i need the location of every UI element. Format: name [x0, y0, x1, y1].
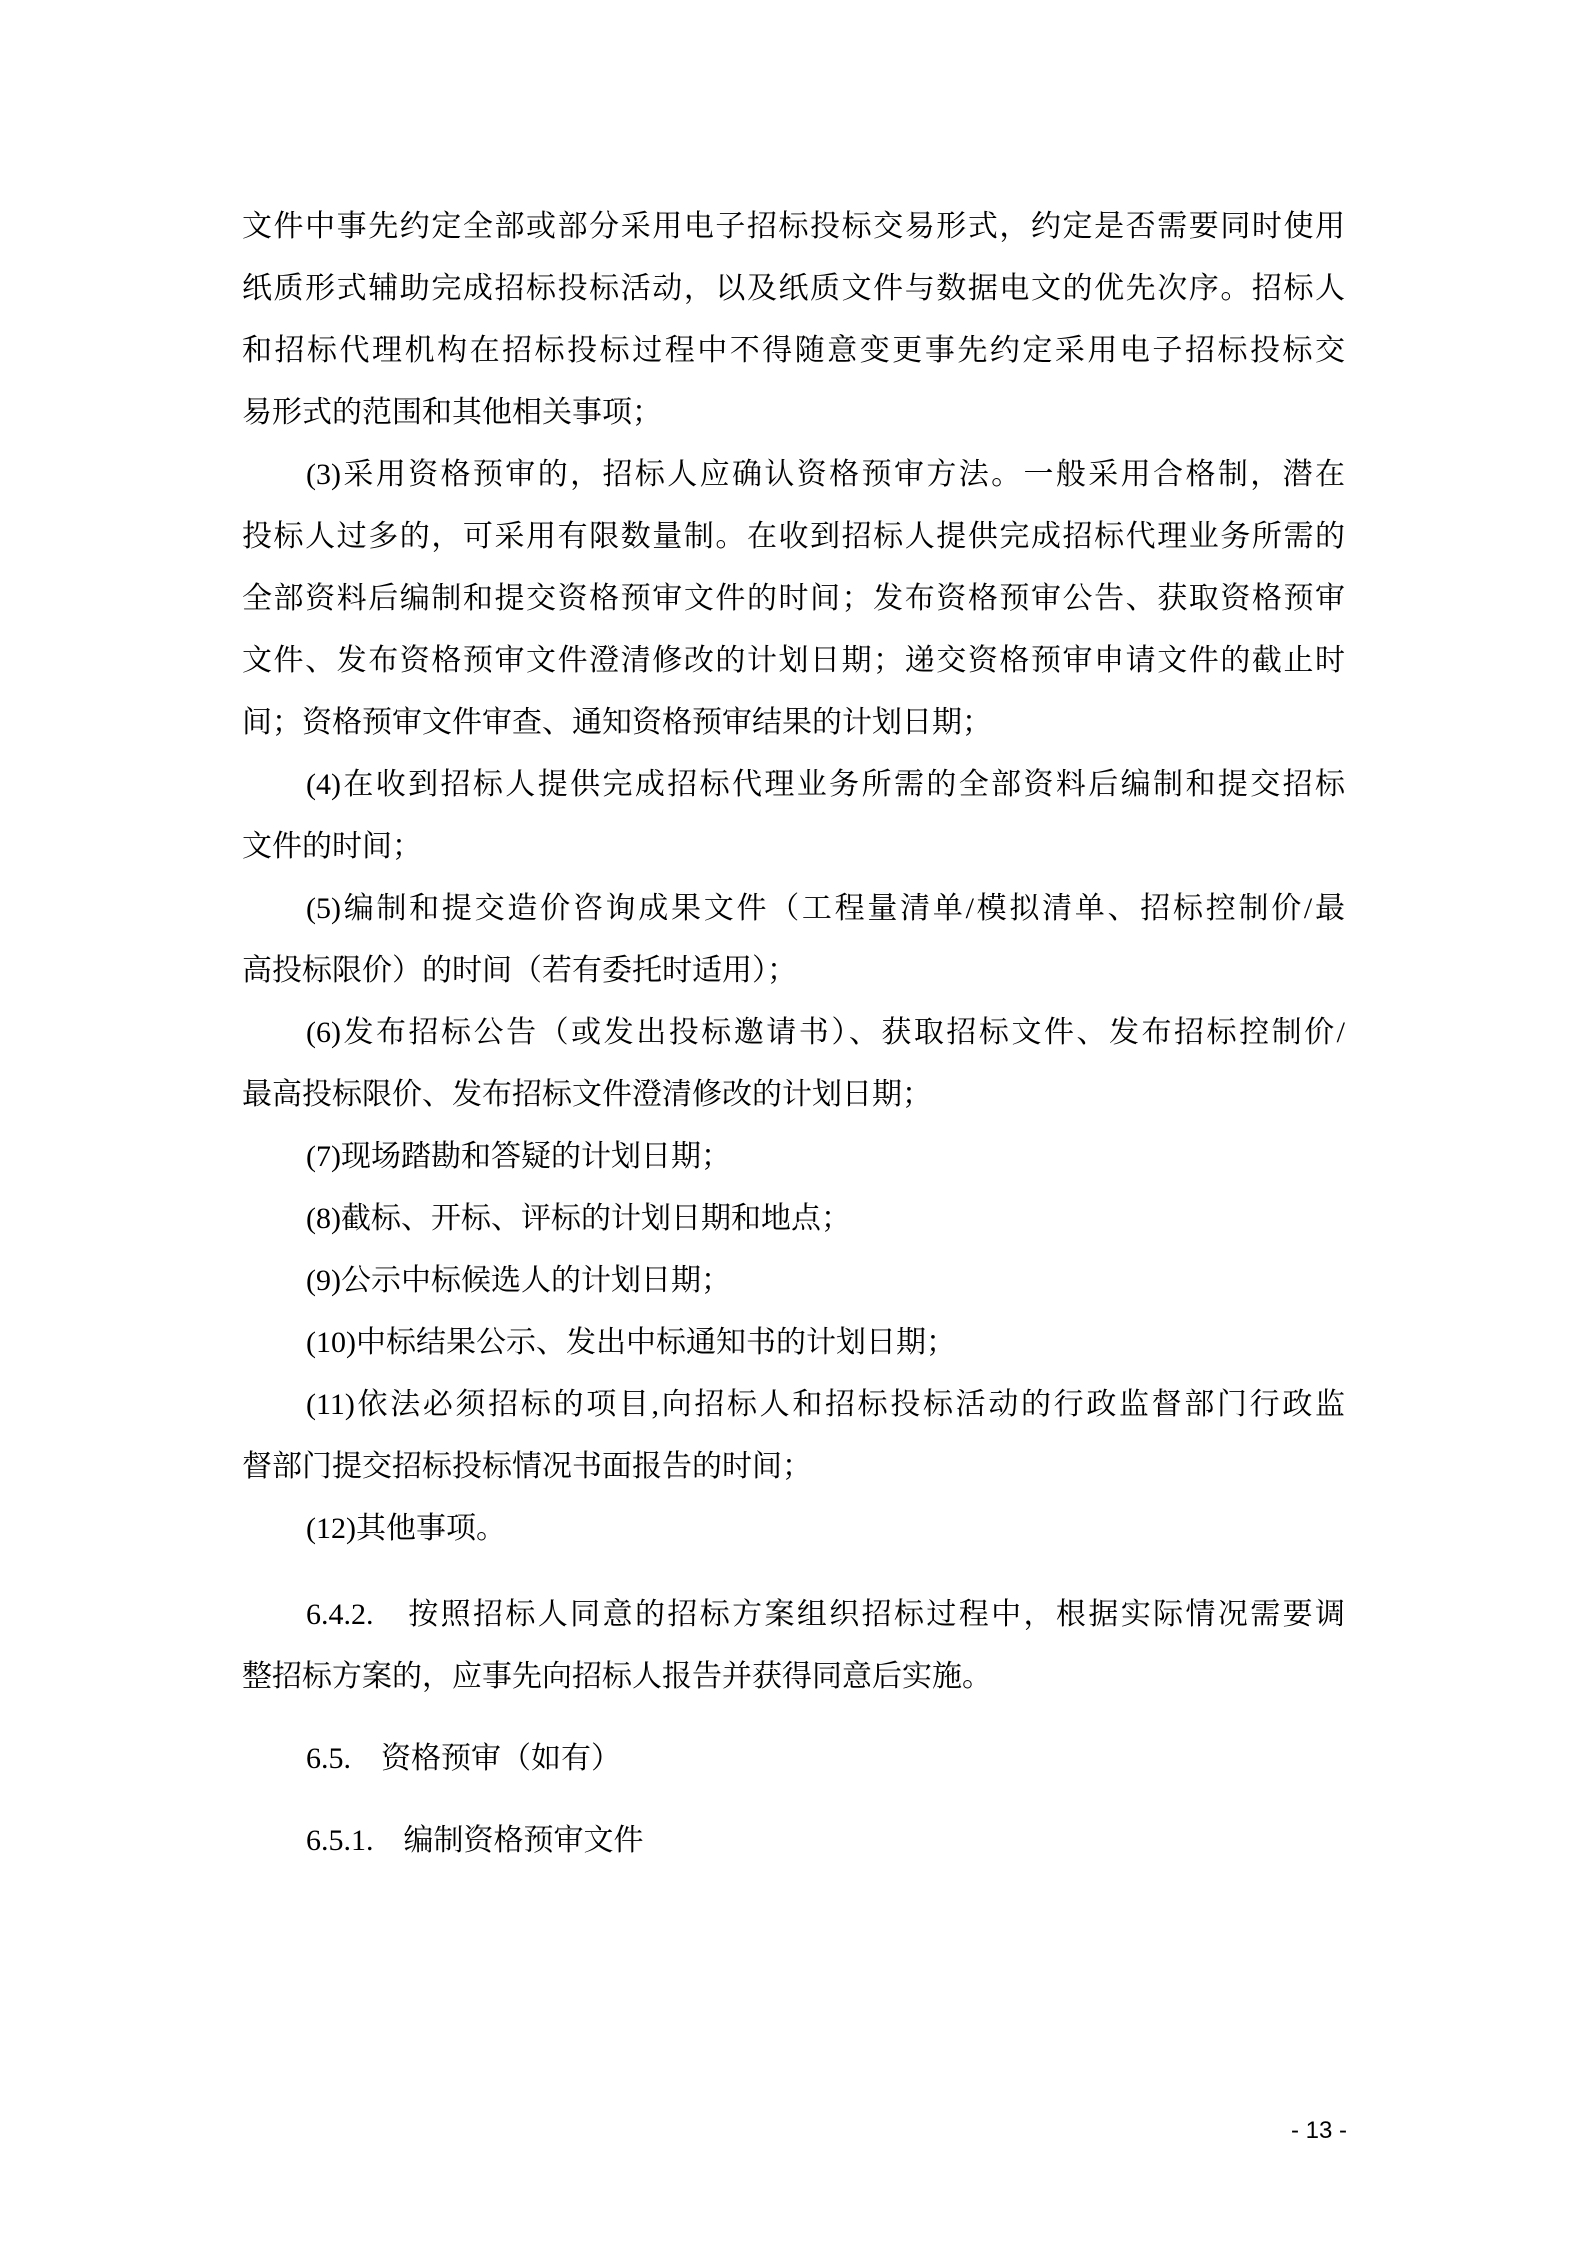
- text-line: 文件的时间；: [242, 830, 422, 863]
- text-line: 全部资料后编制和提交资格预审文件的时间；发布资格预审公告、获取资格预审: [242, 582, 1345, 615]
- paragraph-6-5: [242, 1728, 1345, 1790]
- text-line: 6.4.2. 按照招标人同意的招标方案组织招标过程中，根据实际情况需要调: [306, 1598, 1345, 1631]
- paragraph-6-5-1: [242, 1810, 1345, 1872]
- document-body: [242, 196, 1345, 1872]
- paragraph-item-7: [242, 1126, 1345, 1188]
- paragraph-item-5: [242, 878, 1345, 1002]
- text-line: 投标人过多的，可采用有限数量制。在收到招标人提供完成招标代理业务所需的: [242, 520, 1345, 553]
- section-heading-6-5: 6.5. 资格预审（如有）: [306, 1742, 621, 1775]
- paragraph-item-10: [242, 1312, 1345, 1374]
- text-line: 文件、发布资格预审文件澄清修改的计划日期；递交资格预审申请文件的截止时: [242, 644, 1345, 677]
- text-line: 高投标限价）的时间（若有委托时适用）；: [242, 954, 797, 987]
- text-line: 间；资格预审文件审查、通知资格预审结果的计划日期；: [242, 706, 992, 739]
- paragraph-item-11: [242, 1374, 1345, 1498]
- text-line: (9)公示中标候选人的计划日期；: [306, 1264, 731, 1297]
- text-line: (11)依法必须招标的项目,向招标人和招标投标活动的行政监督部门行政监: [306, 1388, 1345, 1421]
- page-number: - 13 -: [1290, 2117, 1347, 2144]
- text-line: (5)编制和提交造价咨询成果文件（工程量清单/模拟清单、招标控制价/最: [306, 892, 1345, 925]
- text-line: (3)采用资格预审的，招标人应确认资格预审方法。一般采用合格制，潜在: [306, 458, 1345, 491]
- text-line: (4)在收到招标人提供完成招标代理业务所需的全部资料后编制和提交招标: [306, 768, 1345, 801]
- paragraph-item-8: [242, 1188, 1345, 1250]
- paragraph-item-12: [242, 1498, 1345, 1560]
- text-line: 纸质形式辅助完成招标投标活动，以及纸质文件与数据电文的优先次序。招标人: [242, 272, 1345, 305]
- section-heading-6-5-1: 6.5.1. 编制资格预审文件: [306, 1824, 644, 1857]
- text-line: 最高投标限价、发布招标文件澄清修改的计划日期；: [242, 1078, 932, 1111]
- text-line: (12)其他事项。: [306, 1512, 506, 1545]
- text-line: 督部门提交招标投标情况书面报告的时间；: [242, 1450, 812, 1483]
- paragraph-6-4-2: [242, 1584, 1345, 1708]
- paragraph-item-6: [242, 1002, 1345, 1126]
- text-line: (10)中标结果公示、发出中标通知书的计划日期；: [306, 1326, 956, 1359]
- paragraph-item-3: [242, 444, 1345, 754]
- text-line: 文件中事先约定全部或部分采用电子招标投标交易形式，约定是否需要同时使用: [242, 210, 1345, 243]
- paragraph-item-4: [242, 754, 1345, 878]
- text-line: 整招标方案的，应事先向招标人报告并获得同意后实施。: [242, 1660, 992, 1693]
- paragraph-continuation: [242, 196, 1345, 444]
- text-line: (8)截标、开标、评标的计划日期和地点；: [306, 1202, 851, 1235]
- paragraph-item-9: [242, 1250, 1345, 1312]
- text-line: 和招标代理机构在招标投标过程中不得随意变更事先约定采用电子招标投标交: [242, 334, 1345, 367]
- text-line: 易形式的范围和其他相关事项；: [242, 396, 662, 429]
- text-line: (7)现场踏勘和答疑的计划日期；: [306, 1140, 731, 1173]
- text-line: (6)发布招标公告（或发出投标邀请书）、获取招标文件、发布招标控制价/: [306, 1016, 1345, 1049]
